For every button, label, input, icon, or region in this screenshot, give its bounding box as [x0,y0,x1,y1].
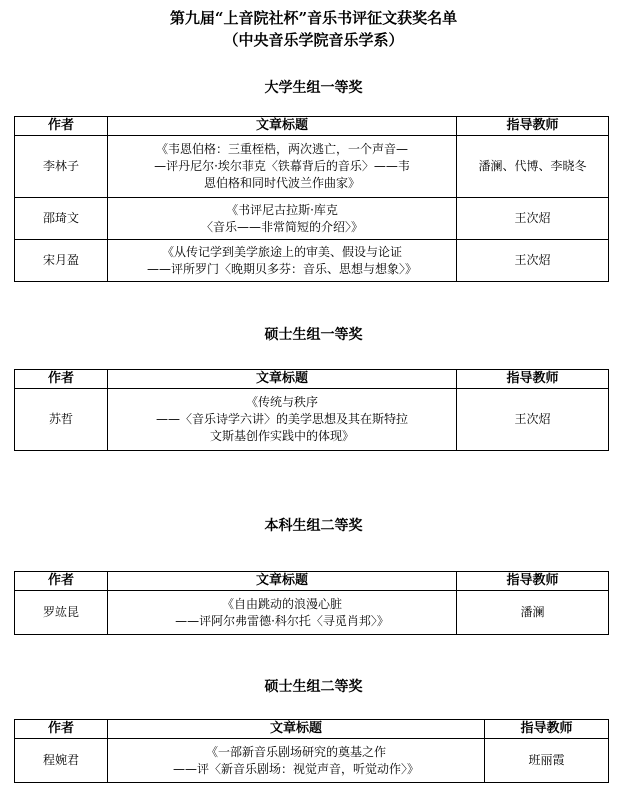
title-cell [108,240,457,282]
title-line: ——评〈新音乐剧场：视觉声音，听觉动作〉》 [172,761,419,776]
title-line: 《一部新音乐剧场研究的奠基之作 [205,744,386,759]
author-cell: 程婉君 [15,739,108,783]
title-cell [108,198,457,240]
section-heading: 本科生组二等奖 [264,518,363,534]
column-header-author: 作者 [15,720,108,739]
table-header-row [15,370,609,389]
award-table [14,719,609,783]
award-table [14,369,609,451]
award-table [14,571,609,635]
section-heading: 硕士生组二等奖 [264,679,363,695]
title-line: 《从传记学到美学旅途上的审美、假设与论证 [161,244,402,259]
table-row [15,198,609,240]
title-line: 《传统与秩序 [245,395,318,409]
author-cell: 李林子 [15,136,108,198]
column-header-advisor: 指导教师 [457,117,609,136]
page-title: 第九届“上音院社杯”音乐书评征文获奖名单 [169,9,458,27]
table-row [15,591,609,635]
section-heading: 大学生组一等奖 [264,80,363,96]
title-line: —评丹尼尔·埃尔菲克〈铁幕背后的音乐〉——韦 [154,159,410,173]
table-row [15,240,609,282]
award-table [14,116,609,282]
title-line: ——评所罗门〈晚期贝多芬：音乐、思想与想象〉》 [146,261,417,276]
advisor-cell: 班丽霞 [485,739,609,783]
column-header-title: 文章标题 [108,370,457,389]
column-header-author: 作者 [15,572,108,591]
column-header-title: 文章标题 [108,117,457,136]
author-cell: 宋月盈 [15,240,108,282]
page-subtitle: （中央音乐学院音乐学系） [223,31,404,49]
column-header-advisor: 指导教师 [457,572,609,591]
table-header-row [15,720,609,739]
title-line: ——〈音乐诗学六讲〉的美学思想及其在斯特拉 [155,412,408,426]
section-heading: 硕士生组一等奖 [264,327,363,343]
advisor-cell: 潘澜 [457,591,609,635]
title-cell [108,739,485,783]
table-row [15,739,609,783]
title-cell [108,136,457,198]
author-cell: 邵琦文 [15,198,108,240]
table-row [15,389,609,451]
column-header-author: 作者 [15,370,108,389]
table-header-row [15,117,609,136]
author-cell: 罗竑昆 [15,591,108,635]
title-line: 《自由跳动的浪漫心脏 [221,596,342,611]
column-header-advisor: 指导教师 [457,370,609,389]
advisor-cell: 王次炤 [457,198,609,240]
title-line: ——评阿尔弗雷德·科尔托〈寻觅肖邦〉》 [175,613,389,628]
title-line: 《书评尼古拉斯·库克 [226,202,338,217]
table-row [15,136,609,198]
column-header-title: 文章标题 [108,572,457,591]
title-line: 文斯基创作实践中的体现》 [209,429,354,443]
title-cell [108,591,457,635]
title-line: 《韦恩伯格：三重桎梏，两次逃亡，一个声音— [155,142,408,156]
title-line: 恩伯格和同时代波兰作曲家》 [203,176,360,190]
column-header-author: 作者 [15,117,108,136]
advisor-cell: 王次炤 [457,389,609,451]
column-header-title: 文章标题 [108,720,485,739]
author-cell: 苏哲 [15,389,108,451]
advisor-cell: 王次炤 [457,240,609,282]
column-header-advisor: 指导教师 [485,720,609,739]
title-line: 〈音乐——非常简短的介绍〉》 [200,219,363,234]
table-header-row [15,572,609,591]
advisor-cell: 潘澜、代博、李晓冬 [457,136,609,198]
title-cell [108,389,457,451]
